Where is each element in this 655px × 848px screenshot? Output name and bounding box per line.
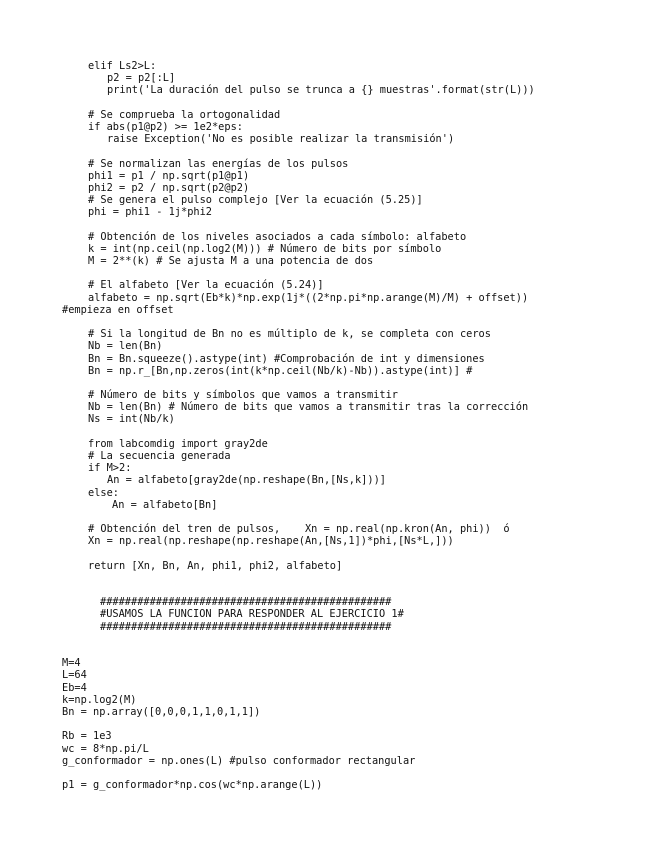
code-line: Xn = np.real(np.reshape(np.reshape(An,[Ns,1])*phi,[Ns*L,])) [88,535,454,548]
blank-line [0,718,655,730]
blank-line [0,267,655,279]
code-line: # Obtención del tren de pulsos, Xn = np.real(np.kron(An, phi)) ó [88,523,510,536]
code-line: k=np.log2(M) [62,693,137,706]
code-line: M = 2**(k) # Se ajusta M a una potencia de dos [88,255,374,267]
blank-line [0,633,655,645]
code-line: wc = 8*np.pi/L [62,742,149,755]
code-line: #USAMOS LA FUNCION PARA RESPONDER AL EJERCICIO 1# [100,608,404,621]
code-line: # La secuencia generada [88,450,231,462]
blank-line [0,548,655,560]
code-line: if abs(p1@p2) >= 1e2*eps: [88,120,243,133]
blank-line [0,145,655,157]
code-line: elif Ls2>L: [88,60,157,72]
code-line: from labcomdig import gray2de [88,437,268,450]
code-line: Rb = 1e3 [62,730,112,743]
code-line: # Obtención de los niveles asociados a cada símbolo: alfabeto [88,230,467,243]
code-line: # El alfabeto [Ver la ecuación (5.24)] [88,279,324,292]
code-line: # Se comprueba la ortogonalidad [88,108,281,121]
blank-line [0,572,655,584]
code-line: # Número de bits y símbolos que vamos a transmitir [88,389,398,402]
code-line: M=4 [62,657,81,670]
code-line: Ns = int(Nb/k) [88,413,175,426]
blank-line [0,97,655,109]
code-line: Bn = Bn.squeeze().astype(int) #Comprobación de int y dimensiones [88,352,485,365]
blank-line [0,426,655,438]
code-line: Eb=4 [62,681,87,694]
code-line: An = alfabeto[gray2de(np.reshape(Bn,[Ns,k]))] [107,474,386,487]
code-line: ############################################### [100,620,392,633]
blank-line [0,645,655,657]
blank-line [0,767,655,779]
code-line: phi = phi1 - 1j*phi2 [88,206,212,219]
code-line: k = int(np.ceil(np.log2(M))) # Número de bits por símbolo [88,242,442,255]
code-line: alfabeto = np.sqrt(Eb*k)*np.exp(1j*((2*np.pi*np.arange(M)/M) + offset)) [88,291,529,304]
code-listing [0,60,655,791]
code-line: L=64 [62,669,87,682]
blank-line [0,377,655,389]
blank-line [0,511,655,523]
blank-line [0,316,655,328]
code-line: if M>2: [88,462,132,475]
blank-line [0,218,655,230]
code-line: phi2 = p2 / np.sqrt(p2@p2) [88,181,250,194]
code-line: #empieza en offset [62,303,174,316]
code-line: Nb = len(Bn) # Número de bits que vamos a transmitir tras la corrección [88,401,529,414]
code-line: return [Xn, Bn, An, phi1, phi2, alfabeto] [88,559,343,572]
code-line: phi1 = p1 / np.sqrt(p1@p1) [88,169,250,182]
code-line: Bn = np.array([0,0,0,1,1,0,1,1]) [62,705,261,718]
code-line: Bn = np.r_[Bn,np.zeros(int(k*np.ceil(Nb/k)-Nb)).astype(int)] # [88,364,473,377]
code-line: raise Exception('No es posible realizar la transmisión') [107,133,455,146]
code-line: # Si la longitud de Bn no es múltiplo de k, se completa con ceros [88,328,491,341]
code-line: p2 = p2[:L] [107,72,176,85]
blank-line [0,584,655,596]
code-line: g_conformador = np.ones(L) #pulso conformador rectangular [62,754,416,767]
code-line: ############################################### [100,596,392,609]
code-line: # Se genera el pulso complejo [Ver la ecuación (5.25)] [88,194,423,207]
code-line: An = alfabeto[Bn] [112,498,218,511]
code-line: else: [88,486,119,499]
code-line: # Se normalizan las energías de los pulsos [88,157,349,170]
code-line: p1 = g_conformador*np.cos(wc*np.arange(L)) [62,779,323,792]
code-line: Nb = len(Bn) [88,340,163,353]
code-line: print('La duración del pulso se trunca a {} muestras'.format(str(L))) [107,84,535,97]
